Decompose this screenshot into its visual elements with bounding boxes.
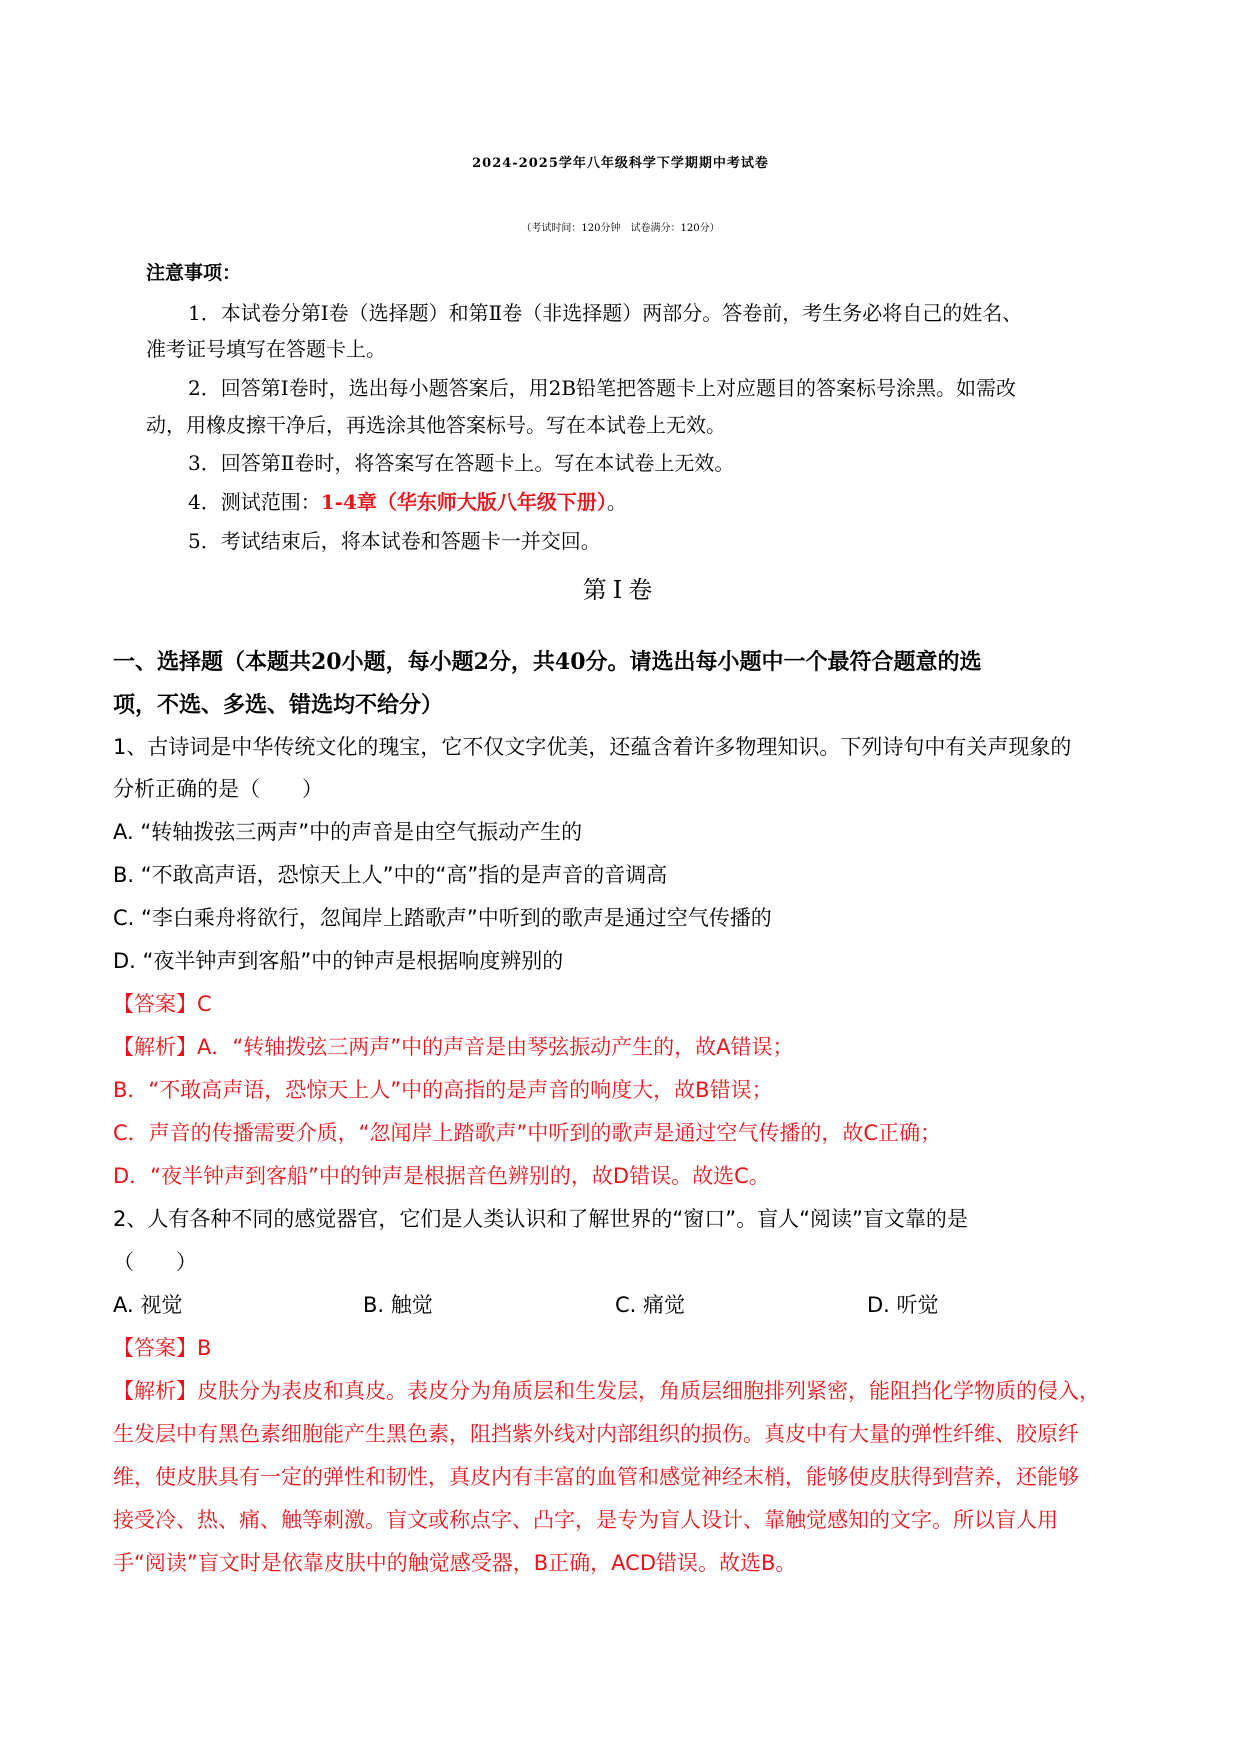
q2-option-d: D. 听觉 — [867, 1293, 939, 1317]
notice-item-4 — [188, 486, 627, 515]
q2-analysis-line-2: 生发层中有黑色素细胞能产生黑色素，阻挡紫外线对内部组织的损伤。真皮中有大量的弹性纤维、胶原纤 — [113, 1422, 1079, 1446]
q1-option-d: D. “夜半钟声到客船”中的钟声是根据响度辨别的 — [113, 949, 564, 973]
q1-analysis-line-2: B．“不敢高声语，恐惊天上人”中的高指的是声音的响度大，故B错误； — [113, 1078, 773, 1102]
section-heading: 第Ⅰ卷 — [582, 576, 659, 604]
q1-stem-line-1: 1、古诗词是中华传统文化的瑰宝，它不仅文字优美，还蕴含着许多物理知识。下列诗句中有关声现象的 — [113, 735, 1072, 759]
exam-title: 2024-2025学年八年级科学下学期期中考试卷 — [472, 156, 769, 171]
q2-option-a: A. 视觉 — [113, 1293, 183, 1317]
q2-analysis-line-1: 【解析】皮肤分为表皮和真皮。表皮分为角质层和生发层，角质层细胞排列紧密，能阻挡化学物质的侵入， — [113, 1379, 1100, 1403]
q2-stem-line-1: 2、人有各种不同的感觉器官，它们是人类认识和了解世界的“窗口”。盲人“阅读”盲文靠的是 — [113, 1207, 968, 1231]
q2-analysis-line-4: 接受冷、热、痛、触等刺激。盲文或称点字、凸字，是专为盲人设计、靠触觉感知的文字。所以盲人用 — [113, 1508, 1058, 1532]
q2-option-b: B. 触觉 — [363, 1293, 433, 1317]
q1-stem-line-2: 分析正确的是（ ） — [113, 777, 323, 801]
notice-item-3: 3．回答第Ⅱ卷时，将答案写在答题卡上。写在本试卷上无效。 — [188, 451, 735, 475]
q2-answer: 【答案】B — [113, 1336, 212, 1360]
exam-subtitle: （考试时间：120分钟 试卷满分：120分） — [521, 223, 720, 234]
q1-answer: 【答案】C — [113, 992, 212, 1016]
part1-heading-line-1: 一、选择题（本题共20小题，每小题2分，共40分。请选出每小题中一个最符合题意的选 — [113, 649, 982, 675]
notice-heading: 注意事项： — [146, 262, 242, 284]
q2-analysis-line-5: 手“阅读”盲文时是依靠皮肤中的触觉感受器，B正确，ACD错误。故选B。 — [113, 1551, 797, 1575]
notice-item-1-line-2: 准考证号填写在答题卡上。 — [146, 337, 386, 361]
q1-analysis-line-1: 【解析】A．“转轴拨弦三两声”中的声音是由琴弦振动产生的，故A错误； — [113, 1035, 794, 1059]
test-scope-highlight: 1-4章（华东师大版八年级下册） — [320, 490, 607, 514]
q2-analysis-line-3: 维，使皮肤具有一定的弹性和韧性，真皮内有丰富的血管和感觉神经末梢，能够使皮肤得到营养，还能够 — [113, 1465, 1079, 1489]
notice-item-2-line-2: 动，用橡皮擦干净后，再选涂其他答案标号。写在本试卷上无效。 — [146, 413, 726, 437]
notice-item-4-suffix: 。 — [606, 490, 627, 514]
q2-option-c: C. 痛觉 — [615, 1293, 686, 1317]
part1-heading-line-2: 项，不选、多选、错选均不给分） — [113, 692, 444, 718]
q1-option-b: B. “不敢高声语，恐惊天上人”中的“高”指的是声音的音调高 — [113, 863, 668, 887]
notice-item-1-line-1: 1．本试卷分第Ⅰ卷（选择题）和第Ⅱ卷（非选择题）两部分。答卷前，考生务必将自己的姓名、 — [188, 301, 1023, 325]
q1-option-a: A. “转轴拨弦三两声”中的声音是由空气振动产生的 — [113, 820, 583, 844]
q1-analysis-line-4: D．“夜半钟声到客船”中的钟声是根据音色辨别的，故D错误。故选C。 — [113, 1164, 770, 1188]
q2-stem-line-2: （ ） — [113, 1250, 197, 1274]
q1-analysis-line-3: C．声音的传播需要介质，“忽闻岸上踏歌声”中听到的歌声是通过空气传播的，故C正确； — [113, 1121, 942, 1145]
q1-option-c: C. “李白乘舟将欲行，忽闻岸上踏歌声”中听到的歌声是通过空气传播的 — [113, 906, 772, 930]
notice-item-2-line-1: 2．回答第Ⅰ卷时，选出每小题答案后，用2B铅笔把答题卡上对应题目的答案标号涂黑。如需改 — [188, 376, 1017, 400]
notice-item-4-prefix: 4．测试范围： — [188, 490, 321, 514]
notice-item-5: 5．考试结束后，将本试卷和答题卡一并交回。 — [188, 529, 601, 553]
